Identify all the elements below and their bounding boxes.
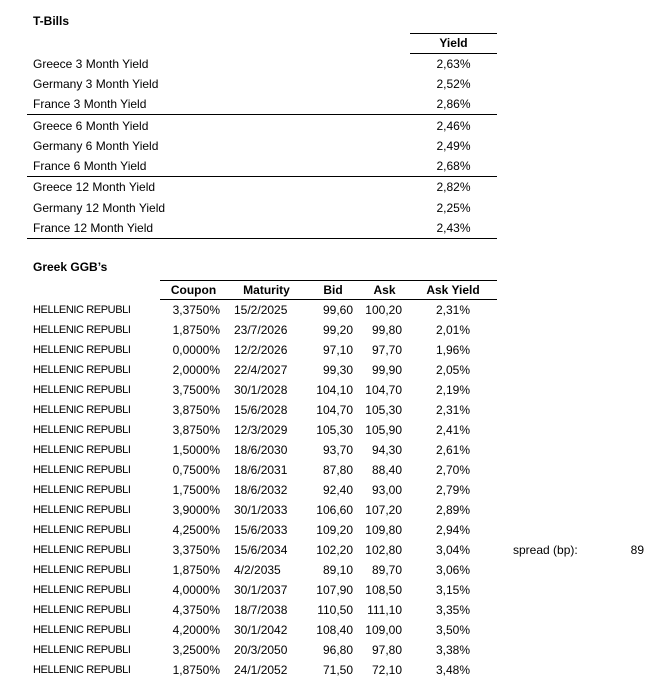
- ggb-header-ask-yield: Ask Yield: [426, 283, 480, 297]
- ggb-cell-name: HELLENIC REPUBLI: [33, 364, 131, 376]
- ggb-cell-coupon: 3,7500%: [172, 383, 220, 397]
- ggb-bond-row: [33, 440, 497, 460]
- ggb-cell-ask: 107,20: [365, 503, 402, 517]
- tbill-row: [27, 74, 497, 94]
- tbill-row-yield-value: 2,68%: [436, 159, 471, 174]
- ggb-cell-coupon: 4,3750%: [172, 603, 220, 617]
- ggb-cell-name: HELLENIC REPUBLI: [33, 444, 131, 456]
- ggb-cell-coupon: 1,7500%: [172, 483, 220, 497]
- ggb-rows: [33, 300, 497, 678]
- ggb-cell-maturity: 18/6/2032: [234, 483, 288, 497]
- ggb-bond-row: [33, 600, 497, 620]
- ggb-cell-maturity: 15/6/2028: [234, 403, 288, 417]
- ggb-cell-name: HELLENIC REPUBLI: [33, 384, 131, 396]
- tbill-row: [27, 94, 497, 114]
- ggb-bond-row: [33, 420, 497, 440]
- ggb-bond-row: [33, 640, 497, 660]
- ggb-cell-ask: 93,00: [371, 483, 402, 497]
- ggb-cell-name: HELLENIC REPUBLI: [33, 524, 131, 536]
- tbill-row-yield-value: 2,43%: [436, 221, 471, 236]
- ggb-cell-ask-yield: 2,31%: [435, 403, 471, 417]
- ggb-cell-coupon: 1,8750%: [172, 663, 220, 677]
- ggb-cell-ask: 89,70: [371, 563, 402, 577]
- ggb-cell-bid: 110,50: [317, 603, 353, 617]
- ggb-cell-ask: 72,10: [371, 663, 402, 677]
- ggb-cell-ask-yield: 2,05%: [435, 363, 471, 377]
- ggb-cell-ask-yield: 3,38%: [435, 643, 471, 657]
- ggb-cell-bid: 107,90: [316, 583, 353, 597]
- ggb-cell-ask-yield: 2,61%: [435, 443, 471, 457]
- tbill-row-label: France 12 Month Yield: [33, 221, 154, 236]
- ggb-cell-maturity: 24/1/2052: [234, 663, 288, 677]
- ggb-cell-name: HELLENIC REPUBLI: [33, 484, 131, 496]
- ggb-cell-name: HELLENIC REPUBLI: [33, 584, 131, 596]
- ggb-cell-name: HELLENIC REPUBLI: [33, 404, 131, 416]
- ggb-cell-maturity: 4/2/2035: [234, 563, 281, 577]
- ggb-cell-ask-yield: 2,89%: [435, 503, 471, 517]
- ggb-cell-maturity: 23/7/2026: [234, 323, 288, 337]
- ggb-cell-name: HELLENIC REPUBLI: [33, 424, 131, 436]
- ggb-cell-ask-yield: 2,19%: [435, 383, 471, 397]
- ggb-cell-ask: 88,40: [371, 463, 402, 477]
- ggb-cell-bid: 93,70: [322, 443, 353, 457]
- tbills-yield-column-header: Yield: [410, 33, 497, 54]
- tbill-row: [27, 177, 497, 197]
- ggb-cell-coupon: 2,0000%: [172, 363, 220, 377]
- ggb-cell-ask: 100,20: [365, 303, 402, 317]
- tbill-row: [27, 198, 497, 218]
- ggb-header-maturity: Maturity: [243, 283, 290, 297]
- ggb-cell-ask-yield: 3,06%: [435, 563, 471, 577]
- ggb-cell-ask: 109,00: [365, 623, 402, 637]
- ggb-cell-maturity: 15/6/2034: [234, 543, 288, 557]
- ggb-cell-name: HELLENIC REPUBLI: [33, 544, 131, 556]
- ggb-cell-maturity: 15/6/2033: [234, 523, 288, 537]
- ggb-cell-ask-yield: 3,15%: [435, 583, 471, 597]
- ggb-cell-maturity: 18/6/2031: [234, 463, 288, 477]
- ggb-cell-ask-yield: 3,48%: [435, 663, 471, 677]
- ggb-cell-ask: 99,90: [371, 363, 402, 377]
- tbill-row-yield-value: 2,86%: [436, 97, 471, 112]
- ggb-header-coupon: Coupon: [170, 283, 217, 297]
- tbill-row: [27, 115, 497, 135]
- ggb-cell-ask-yield: 2,70%: [435, 463, 471, 477]
- ggb-bond-row: [33, 520, 497, 540]
- ggb-cell-coupon: 1,5000%: [172, 443, 220, 457]
- ggb-cell-maturity: 15/2/2025: [234, 303, 288, 317]
- ggb-cell-coupon: 4,2000%: [172, 623, 220, 637]
- ggb-cell-maturity: 12/2/2026: [234, 343, 288, 357]
- ggb-bond-row: [33, 380, 497, 400]
- ggb-cell-maturity: 18/7/2038: [234, 603, 288, 617]
- ggb-cell-ask: 97,80: [371, 643, 402, 657]
- ggb-cell-coupon: 3,3750%: [172, 303, 220, 317]
- ggb-cell-coupon: 1,8750%: [172, 563, 220, 577]
- tbill-row-label: Germany 12 Month Yield: [33, 200, 166, 215]
- tbill-row-yield-value: 2,63%: [436, 56, 471, 71]
- ggb-cell-name: HELLENIC REPUBLI: [33, 504, 131, 516]
- ggb-cell-name: HELLENIC REPUBLI: [33, 304, 131, 316]
- ggb-cell-ask: 111,10: [367, 603, 402, 617]
- ggb-cell-ask-yield: 1,96%: [435, 343, 471, 357]
- ggb-section-title: Greek GGB’s: [33, 260, 108, 274]
- tbill-row-label: Greece 3 Month Yield: [33, 56, 149, 71]
- tbill-row: [27, 156, 497, 176]
- ggb-cell-maturity: 30/1/2042: [234, 623, 288, 637]
- ggb-cell-coupon: 4,2500%: [172, 523, 220, 537]
- ggb-bond-row: [33, 340, 497, 360]
- ggb-cell-maturity: 20/3/2050: [234, 643, 288, 657]
- ggb-cell-bid: 104,10: [316, 383, 353, 397]
- ggb-cell-bid: 97,10: [322, 343, 353, 357]
- ggb-cell-ask-yield: 2,79%: [435, 483, 471, 497]
- ggb-bond-row: [33, 580, 497, 600]
- ggb-cell-bid: 106,60: [316, 503, 353, 517]
- ggb-bond-row: [33, 660, 497, 678]
- ggb-cell-coupon: 3,2500%: [172, 643, 220, 657]
- ggb-cell-name: HELLENIC REPUBLI: [33, 324, 131, 336]
- ggb-table: [33, 280, 497, 678]
- ggb-cell-ask-yield: 2,01%: [435, 323, 471, 337]
- ggb-cell-name: HELLENIC REPUBLI: [33, 624, 131, 636]
- ggb-cell-bid: 71,50: [322, 663, 353, 677]
- tbill-row-yield-value: 2,82%: [436, 180, 471, 195]
- ggb-cell-ask: 94,30: [371, 443, 402, 457]
- tbills-group: [27, 177, 497, 239]
- ggb-bond-row: [33, 360, 497, 380]
- tbill-row-label: Greece 6 Month Yield: [33, 118, 149, 133]
- tbill-row-yield-value: 2,46%: [436, 118, 471, 133]
- ggb-cell-bid: 102,20: [316, 543, 353, 557]
- ggb-header-bid: Bid: [323, 283, 343, 297]
- ggb-bond-row: [33, 560, 497, 580]
- ggb-bond-row: [33, 460, 497, 480]
- ggb-cell-bid: 99,20: [322, 323, 353, 337]
- tbill-row-label: Greece 12 Month Yield: [33, 180, 156, 195]
- spread-annotation: [513, 540, 644, 560]
- tbill-row: [27, 218, 497, 238]
- ggb-table-header: [160, 280, 497, 300]
- tbill-row-label: Germany 6 Month Yield: [33, 138, 159, 153]
- tbills-group: [27, 115, 497, 177]
- tbills-groups: [27, 54, 497, 240]
- ggb-cell-ask: 102,80: [365, 543, 402, 557]
- tbill-row: [27, 54, 497, 74]
- ggb-bond-row: [33, 480, 497, 500]
- ggb-cell-maturity: 30/1/2028: [234, 383, 288, 397]
- ggb-cell-ask-yield: 3,04%: [435, 543, 471, 557]
- ggb-cell-coupon: 3,8750%: [172, 423, 220, 437]
- tbill-row-label: Germany 3 Month Yield: [33, 76, 159, 91]
- ggb-cell-bid: 87,80: [322, 463, 353, 477]
- ggb-cell-bid: 99,60: [322, 303, 353, 317]
- ggb-bond-row: [33, 620, 497, 640]
- ggb-cell-ask: 108,50: [365, 583, 402, 597]
- tbill-row-yield-value: 2,25%: [436, 200, 471, 215]
- ggb-cell-ask-yield: 3,50%: [435, 623, 471, 637]
- ggb-cell-coupon: 3,3750%: [172, 543, 220, 557]
- ggb-cell-ask: 105,90: [365, 423, 402, 437]
- ggb-cell-ask-yield: 3,35%: [435, 603, 471, 617]
- ggb-cell-name: HELLENIC REPUBLI: [33, 344, 131, 356]
- tbill-row-label: France 6 Month Yield: [33, 159, 147, 174]
- ggb-cell-bid: 92,40: [322, 483, 353, 497]
- ggb-bond-row: [33, 540, 497, 560]
- ggb-cell-name: HELLENIC REPUBLI: [33, 464, 131, 476]
- ggb-bond-row: [33, 400, 497, 420]
- ggb-cell-maturity: 30/1/2037: [234, 583, 288, 597]
- ggb-cell-coupon: 3,9000%: [172, 503, 220, 517]
- ggb-cell-ask: 104,70: [365, 383, 402, 397]
- ggb-cell-ask-yield: 2,41%: [435, 423, 471, 437]
- ggb-cell-ask: 99,80: [371, 323, 402, 337]
- spread-label: spread (bp):: [513, 543, 578, 557]
- ggb-header-ask: Ask: [373, 283, 396, 297]
- ggb-cell-coupon: 0,0000%: [172, 343, 220, 357]
- ggb-cell-coupon: 4,0000%: [172, 583, 220, 597]
- ggb-bond-row: [33, 320, 497, 340]
- ggb-cell-bid: 96,80: [322, 643, 353, 657]
- ggb-cell-bid: 99,30: [322, 363, 353, 377]
- ggb-cell-ask: 97,70: [371, 343, 402, 357]
- ggb-cell-bid: 108,40: [316, 623, 353, 637]
- ggb-cell-ask: 105,30: [365, 403, 402, 417]
- tbill-row: [27, 136, 497, 156]
- ggb-cell-name: HELLENIC REPUBLI: [33, 664, 131, 676]
- tbills-section-title: T-Bills: [33, 14, 70, 28]
- ggb-cell-ask: 109,80: [365, 523, 402, 537]
- ggb-cell-name: HELLENIC REPUBLI: [33, 564, 131, 576]
- ggb-cell-name: HELLENIC REPUBLI: [33, 644, 131, 656]
- tbills-table: [27, 33, 497, 239]
- ggb-cell-bid: 104,70: [316, 403, 353, 417]
- tbills-group: [27, 54, 497, 116]
- ggb-cell-maturity: 30/1/2033: [234, 503, 288, 517]
- ggb-cell-bid: 89,10: [322, 563, 353, 577]
- ggb-cell-ask-yield: 2,94%: [435, 523, 471, 537]
- ggb-cell-bid: 109,20: [316, 523, 353, 537]
- ggb-cell-coupon: 1,8750%: [172, 323, 220, 337]
- ggb-cell-coupon: 0,7500%: [172, 463, 220, 477]
- ggb-cell-coupon: 3,8750%: [172, 403, 220, 417]
- ggb-cell-maturity: 18/6/2030: [234, 443, 288, 457]
- ggb-cell-maturity: 12/3/2029: [234, 423, 288, 437]
- tbill-row-yield-value: 2,52%: [436, 76, 471, 91]
- ggb-cell-ask-yield: 2,31%: [435, 303, 471, 317]
- ggb-bond-row: [33, 300, 497, 320]
- ggb-cell-name: HELLENIC REPUBLI: [33, 604, 131, 616]
- ggb-cell-bid: 105,30: [316, 423, 353, 437]
- ggb-bond-row: [33, 500, 497, 520]
- tbill-row-yield-value: 2,49%: [436, 138, 471, 153]
- tbill-row-label: France 3 Month Yield: [33, 97, 147, 112]
- spread-value: 89: [630, 543, 644, 557]
- ggb-cell-maturity: 22/4/2027: [234, 363, 288, 377]
